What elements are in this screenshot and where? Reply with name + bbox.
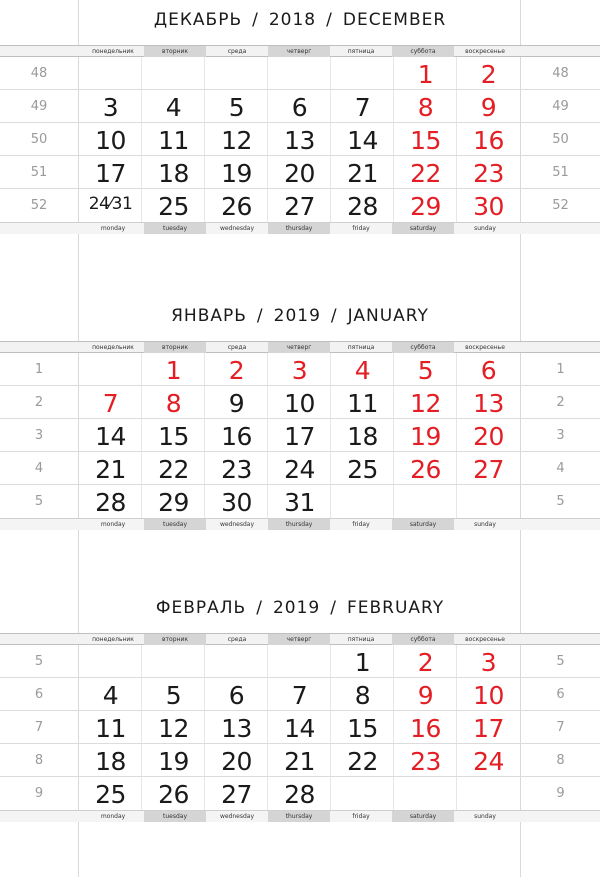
week-row xyxy=(0,90,600,123)
month-name-en: DECEMBER xyxy=(342,10,447,30)
day-cell: 28 xyxy=(95,488,126,517)
weekday-label-ru: среда xyxy=(227,344,247,351)
day-cell xyxy=(394,777,457,810)
week-number-right: 48 xyxy=(552,66,569,81)
weekday-label-ru: суббота xyxy=(392,342,454,353)
weekday-label-en: monday xyxy=(100,813,126,820)
day-cell: 5 xyxy=(228,93,245,122)
week-number-right: 50 xyxy=(552,132,569,147)
week-number-left: 6 xyxy=(34,687,44,702)
week-row xyxy=(0,711,600,744)
week-number-right: 49 xyxy=(552,99,569,114)
week-row xyxy=(0,57,600,90)
day-cell: 14 xyxy=(284,714,315,743)
day-cell: 22 xyxy=(347,747,378,776)
day-cell: 16 xyxy=(221,422,252,451)
day-cell: 24⁄31 xyxy=(88,194,133,214)
day-cell: 10 xyxy=(473,681,504,710)
day-cell: 27 xyxy=(221,780,252,809)
day-cell: 25 xyxy=(347,455,378,484)
day-cell: 9 xyxy=(228,389,245,418)
day-cell: 25 xyxy=(158,192,189,221)
day-cell: 21 xyxy=(347,159,378,188)
day-cell: 18 xyxy=(95,747,126,776)
weekday-label-ru: понедельник xyxy=(92,344,134,351)
day-cell: 13 xyxy=(284,126,315,155)
week-number-right: 5 xyxy=(556,654,565,669)
weekday-label-en: saturday xyxy=(392,223,454,234)
weekday-label-en: tuesday xyxy=(144,519,206,530)
day-cell: 12 xyxy=(158,714,189,743)
title-separator: / xyxy=(252,10,259,30)
month-year: 2019 xyxy=(272,598,321,618)
month-year: 2018 xyxy=(268,10,317,30)
day-cell: 11 xyxy=(158,126,189,155)
week-row xyxy=(0,123,600,156)
day-cell: 3 xyxy=(102,93,119,122)
week-number-left: 4 xyxy=(34,461,44,476)
week-number-right: 7 xyxy=(556,720,565,735)
weekday-label-en: wednesday xyxy=(219,225,255,232)
week-row xyxy=(0,678,600,711)
day-cell: 15 xyxy=(158,422,189,451)
week-number-right: 4 xyxy=(556,461,565,476)
weekday-label-ru: понедельник xyxy=(92,636,134,643)
day-cell: 18 xyxy=(158,159,189,188)
day-cell: 9 xyxy=(480,93,497,122)
title-separator: / xyxy=(326,10,333,30)
weekday-label-ru: пятница xyxy=(347,48,375,55)
day-cell: 14 xyxy=(347,126,378,155)
week-number-right: 9 xyxy=(556,786,565,801)
weekday-header-ru xyxy=(0,45,600,57)
title-separator: / xyxy=(330,306,338,326)
weekday-label-ru: воскресенье xyxy=(465,636,505,643)
day-cell: 18 xyxy=(347,422,378,451)
weekday-label-en: sunday xyxy=(474,521,496,528)
month-title xyxy=(0,298,600,334)
day-cell xyxy=(268,645,331,678)
day-cell: 25 xyxy=(95,780,126,809)
weekday-label-en: tuesday xyxy=(144,223,206,234)
week-number-left: 3 xyxy=(34,428,44,443)
weekday-label-ru: среда xyxy=(227,48,247,55)
day-cell: 14 xyxy=(95,422,126,451)
month-name-en: JANUARY xyxy=(347,306,429,326)
title-separator: / xyxy=(330,598,337,618)
day-cell: 24 xyxy=(473,747,504,776)
month-name-ru: ФЕВРАЛЬ xyxy=(155,598,247,618)
week-row xyxy=(0,777,600,810)
day-cell: 20 xyxy=(473,422,504,451)
day-cell: 13 xyxy=(221,714,252,743)
weekday-label-ru: воскресенье xyxy=(465,344,505,351)
weekday-label-en: sunday xyxy=(474,813,496,820)
weekday-label-ru: вторник xyxy=(144,342,206,353)
weekday-header-en xyxy=(0,810,600,822)
weekday-label-ru: суббота xyxy=(392,634,454,645)
week-number-left: 51 xyxy=(30,165,48,180)
month-title xyxy=(0,590,600,626)
week-number-right: 6 xyxy=(556,687,565,702)
weekday-label-ru: вторник xyxy=(144,46,206,57)
day-cell: 27 xyxy=(284,192,315,221)
day-cell xyxy=(457,485,520,518)
week-row xyxy=(0,353,600,386)
week-number-right: 2 xyxy=(556,395,565,410)
day-grid xyxy=(0,645,600,810)
day-cell: 6 xyxy=(228,681,245,710)
week-number-left: 48 xyxy=(30,66,48,81)
day-cell: 29 xyxy=(158,488,189,517)
month-block xyxy=(0,298,600,543)
month-name-ru: ДЕКАБРЬ xyxy=(153,10,243,30)
day-cell: 30 xyxy=(221,488,252,517)
weekday-label-en: wednesday xyxy=(219,521,255,528)
day-cell: 8 xyxy=(354,681,371,710)
day-cell: 30 xyxy=(473,192,504,221)
day-cell: 7 xyxy=(291,681,308,710)
weekday-label-en: saturday xyxy=(392,519,454,530)
weekday-label-en: monday xyxy=(100,225,126,232)
weekday-label-en: friday xyxy=(352,521,370,528)
month-year: 2019 xyxy=(273,306,321,326)
week-number-left: 7 xyxy=(34,720,44,735)
weekday-label-ru: вторник xyxy=(144,634,206,645)
day-cell: 17 xyxy=(95,159,126,188)
day-cell: 17 xyxy=(284,422,315,451)
day-cell xyxy=(205,57,268,90)
weekday-label-en: friday xyxy=(352,813,370,820)
day-cell: 3 xyxy=(291,356,308,385)
day-cell: 3 xyxy=(480,648,497,677)
weekday-label-ru: суббота xyxy=(392,46,454,57)
day-cell xyxy=(205,645,268,678)
week-row xyxy=(0,485,600,518)
day-cell: 19 xyxy=(410,422,441,451)
day-cell: 4 xyxy=(102,681,119,710)
week-number-right: 52 xyxy=(552,198,569,213)
day-cell: 26 xyxy=(158,780,189,809)
weekday-label-en: tuesday xyxy=(144,811,206,822)
day-cell: 20 xyxy=(284,159,315,188)
day-cell: 11 xyxy=(95,714,126,743)
day-cell xyxy=(79,645,142,678)
day-cell: 4 xyxy=(165,93,182,122)
day-cell: 27 xyxy=(473,455,504,484)
day-cell: 12 xyxy=(221,126,252,155)
day-cell: 1 xyxy=(354,648,371,677)
day-cell: 17 xyxy=(473,714,504,743)
weekday-label-en: wednesday xyxy=(219,813,255,820)
month-block xyxy=(0,590,600,835)
week-row xyxy=(0,156,600,189)
week-number-right: 3 xyxy=(556,428,565,443)
week-row xyxy=(0,189,600,222)
day-cell: 5 xyxy=(165,681,182,710)
day-cell: 22 xyxy=(410,159,441,188)
day-cell: 2 xyxy=(480,60,497,89)
day-cell: 28 xyxy=(284,780,315,809)
weekday-label-en: thursday xyxy=(268,519,330,530)
day-cell: 10 xyxy=(284,389,315,418)
weekday-header-en xyxy=(0,518,600,530)
week-number-right: 51 xyxy=(552,165,569,180)
day-cell: 28 xyxy=(347,192,378,221)
weekday-label-ru: среда xyxy=(227,636,247,643)
week-number-left: 5 xyxy=(34,494,44,509)
day-cell: 7 xyxy=(354,93,371,122)
day-cell: 4 xyxy=(354,356,371,385)
day-cell: 10 xyxy=(95,126,126,155)
title-separator: / xyxy=(256,598,263,618)
weekday-label-en: friday xyxy=(352,225,370,232)
month-block xyxy=(0,2,600,247)
day-cell: 26 xyxy=(221,192,252,221)
weekday-label-en: thursday xyxy=(268,223,330,234)
day-cell: 8 xyxy=(417,93,434,122)
day-cell: 15 xyxy=(410,126,441,155)
month-name-en: FEBRUARY xyxy=(346,598,445,618)
day-cell xyxy=(331,777,394,810)
weekday-label-en: thursday xyxy=(268,811,330,822)
day-cell: 15 xyxy=(347,714,378,743)
weekday-label-en: saturday xyxy=(392,811,454,822)
weekday-label-ru: воскресенье xyxy=(465,48,505,55)
day-cell: 1 xyxy=(417,60,434,89)
weekday-label-ru: пятница xyxy=(347,344,375,351)
week-number-left: 1 xyxy=(34,362,44,377)
week-row xyxy=(0,452,600,485)
day-cell: 12 xyxy=(410,389,441,418)
day-cell: 23 xyxy=(410,747,441,776)
weekday-header-ru xyxy=(0,633,600,645)
day-grid xyxy=(0,353,600,518)
day-cell: 6 xyxy=(480,356,497,385)
day-cell: 16 xyxy=(410,714,441,743)
weekday-label-ru: понедельник xyxy=(92,48,134,55)
day-cell xyxy=(331,57,394,90)
day-cell: 21 xyxy=(284,747,315,776)
week-number-right: 8 xyxy=(556,753,565,768)
week-number-left: 9 xyxy=(34,786,44,801)
day-cell: 19 xyxy=(221,159,252,188)
week-row xyxy=(0,386,600,419)
week-row xyxy=(0,419,600,452)
week-number-left: 2 xyxy=(34,395,44,410)
weekday-label-en: sunday xyxy=(474,225,496,232)
day-cell: 26 xyxy=(410,455,441,484)
day-cell xyxy=(142,645,205,678)
day-cell: 8 xyxy=(165,389,182,418)
day-grid xyxy=(0,57,600,222)
week-number-right: 1 xyxy=(556,362,565,377)
day-cell: 2 xyxy=(417,648,434,677)
day-cell: 23 xyxy=(221,455,252,484)
week-number-left: 5 xyxy=(34,654,44,669)
weekday-label-ru: четверг xyxy=(268,342,330,353)
day-cell: 2 xyxy=(228,356,245,385)
day-cell: 31 xyxy=(284,488,315,517)
week-row xyxy=(0,645,600,678)
day-cell: 22 xyxy=(158,455,189,484)
day-cell xyxy=(394,485,457,518)
day-cell xyxy=(142,57,205,90)
day-cell: 24 xyxy=(284,455,315,484)
day-cell xyxy=(331,485,394,518)
weekday-label-ru: четверг xyxy=(268,46,330,57)
week-row xyxy=(0,744,600,777)
month-title xyxy=(0,2,600,38)
week-number-left: 52 xyxy=(30,198,48,213)
day-cell xyxy=(79,57,142,90)
weekday-label-ru: пятница xyxy=(347,636,375,643)
day-cell: 11 xyxy=(347,389,378,418)
day-cell: 1 xyxy=(165,356,182,385)
day-cell xyxy=(268,57,331,90)
week-number-right: 5 xyxy=(556,494,565,509)
day-cell: 7 xyxy=(102,389,119,418)
day-cell: 19 xyxy=(158,747,189,776)
day-cell: 23 xyxy=(473,159,504,188)
day-cell: 6 xyxy=(291,93,308,122)
week-number-left: 50 xyxy=(30,132,48,147)
weekday-header-ru xyxy=(0,341,600,353)
day-cell: 20 xyxy=(221,747,252,776)
weekday-label-ru: четверг xyxy=(268,634,330,645)
day-cell: 29 xyxy=(410,192,441,221)
day-cell: 13 xyxy=(473,389,504,418)
weekday-label-en: monday xyxy=(100,521,126,528)
day-cell: 9 xyxy=(417,681,434,710)
day-cell xyxy=(79,353,142,386)
weekday-header-en xyxy=(0,222,600,234)
month-name-ru: ЯНВАРЬ xyxy=(171,306,247,326)
day-cell xyxy=(457,777,520,810)
title-separator: / xyxy=(256,306,264,326)
day-cell: 5 xyxy=(417,356,434,385)
week-number-left: 49 xyxy=(30,99,48,114)
week-number-left: 8 xyxy=(34,753,44,768)
day-cell: 21 xyxy=(95,455,126,484)
day-cell: 16 xyxy=(473,126,504,155)
